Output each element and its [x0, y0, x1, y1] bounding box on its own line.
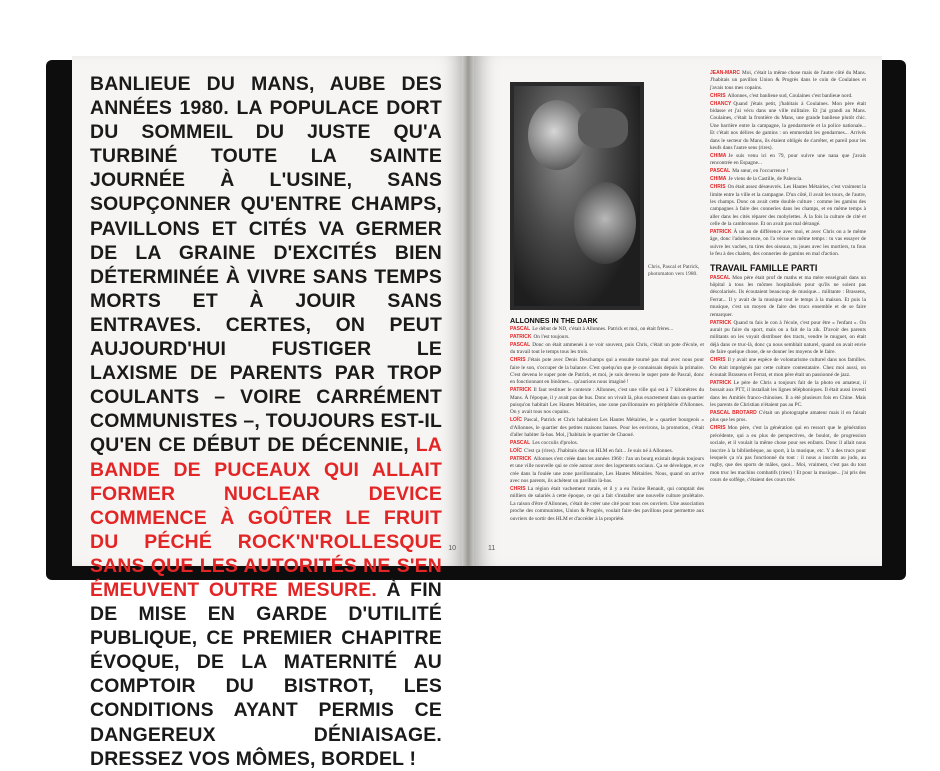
- speaker-text: Le début de ND, c'était à Allonnes. Patrick et moi, on était frères...: [532, 326, 674, 332]
- speaker-text: Les cocculis d'prolos.: [532, 440, 579, 447]
- speaker-text: Pascal, Patrick et Chris habitaient Les Hautes Métairies, le « quartier bourgeois » d'Allonnes, le quartier des petites maisons basses. Pour les environs, la promotion, c'était d'aller habiter là-bas. Moi, j'habitais le quartier de Chaoué.: [510, 417, 704, 439]
- interview-paragraph: [510, 326, 704, 333]
- interview-paragraph: [710, 168, 866, 175]
- speaker-name: PATRICK: [710, 319, 732, 326]
- interview-paragraph: [710, 410, 866, 425]
- speaker-name: PATRICK: [710, 379, 732, 386]
- column-left: [510, 314, 704, 524]
- section-title-allonnes: ALLONNES IN THE DARK: [510, 316, 598, 325]
- speaker-text: On l'est toujours.: [533, 333, 570, 340]
- speaker-text: À un an de différence avec moi, et avec Chris on a le même âge, donc l'adolescence, on l'a vécue en même temps : tu vas essayer de suivre les vaches, tu tires des oiseaux, tu joues avec les mortiers, tu fous le feu à des chalets, des conneries de gamins en mal d'action.: [710, 229, 866, 258]
- speaker-name: CHIMA: [710, 152, 727, 159]
- speaker-text: Ma sœur, en l'occurrence !: [732, 168, 789, 175]
- speaker-text: Il faut restituer le contexte : Allonnes, c'est une ville qui est à 7 kilomètres du Mans. À l'époque, il y avait pas de bus. Donc on vivait là, plus exactement dans un quartier puisqu'on habitait Les Hautes Métairies, une zone pavillonnaire en périphérie d'Allonnes. On y avait tous nos copains.: [510, 387, 704, 416]
- speaker-text: Mon père, c'est la génération qui en ressort que le génération précédente, qui a eu plus de perspectives, de boulot, de progression sociale, et il voulait la même chose pour ses enfants. Donc il allait nous inscrire à la bibliothèque, au sport, à la musique, etc. Y a des trucs pour lesquels ça n'a pas fonctionné du tout : il nous a inscrits au judo, au rugby, que des sports de mâles, quoi... Moi, vraiment, c'est pas du tout mon truc les machins combatifs (rires) ! Et pour la musique... j'ai pris des cours de solfège, c'étaient des cours très: [710, 425, 866, 484]
- page-number-left: 10: [448, 545, 456, 552]
- speaker-name: PASCAL: [710, 168, 731, 175]
- speaker-text: Il y avait une espèce de volontarisme culturel dans nos familles. On était imprégnés par cette culture contestataire. Chez moi aussi, on écoutait Brassens et Ferrat, et mon père était un passionné de jazz.: [710, 357, 866, 378]
- speaker-text: Je viens de la Castille, de Palencia.: [728, 176, 803, 183]
- interview-paragraph: [710, 320, 866, 357]
- photo-caption: Chris, Pascal et Patrick, photomaton vers 1980.: [648, 264, 700, 277]
- speaker-name: PATRICK: [510, 333, 532, 340]
- band-photo: [510, 82, 644, 310]
- speaker-text: J'étais pote avec Denis Deschamps qui a ensuite tourné pas mal avec nous pour faire le son, s'occuper de la balance. C'est quelqu'un que je connaissais depuis la primaire. C'est devenu le super pote de Patrick, et moi, je suis devenu le super pote de Pascal, donc en fonctionnant en binômes... qu'aurions nous imaginé !: [510, 357, 704, 386]
- intro-lead: BANLIEUE DU MANS, AUBE DES ANNÉES 1980. LA POPULACE DORT DU SOMMEIL DU JUSTE QU'A TURBINÉ TOUTE LA SAINTE JOURNÉE À L'USINE, SANS SOUPÇONNER QU'ENTRE CHAMPS, PAVILLONS ET CITÉS VA GERMER DE LA GRAINE D'EXCITÉS BIEN DÉTERMINÉE À VIVRE SANS TEMPS MORTS ET À JOUIR SANS ENTRAVES. CERTES, ON PEUT AUJOURD'HUI FUSTIGER LE LAXISME DE PARENTS PAR TROP COULANTS – VOIRE CARRÉMENT COMMUNISTES –, TOUJOURS EST-IL QU'EN CE DÉBUT DE DÉCENNIE,: [90, 73, 442, 457]
- interview-paragraph: [510, 417, 704, 439]
- speaker-text: C'était un photographe amateur mais il en faisait plus que les pros.: [710, 409, 866, 424]
- photo-face-top: [528, 100, 586, 170]
- speaker-text: Allonnes s'est créée dans les années 1960 : l'an un bourg existait depuis toujours et une ville nouvelle qui se crée autour avec des logements sociaux. Ça se développe, et ce crée dans la foulée une zone pavillonnaire, Les Hautes Métairies. Nous, quand on arrive avec nos parents, ils achètent un pavillon là-bas.: [510, 455, 704, 485]
- interview-paragraph: [710, 229, 866, 259]
- column-right-top: [710, 70, 866, 259]
- speaker-name: PASCAL BROTARD: [710, 409, 757, 416]
- intro-highlight: LA BANDE DE PUCEAUX QUI ALLAIT FORMER NUCLEAR DEVICE COMMENCE À GOÛTER LE FRUIT DU PÉCHÉ ROCK'N'ROLLESQUE SANS QUE LES AUTORITÉS NE S'EN ÉMEUVENT OUTRE MESURE.: [90, 434, 442, 601]
- interview-paragraph: [710, 93, 866, 100]
- speaker-text: Quand tu fais le con à l'école, c'est pour être « l'enfant ». On aurait pu faire du sport, mais on a fait de la zik. D'avoir des parents militants on les voyait distribuer des tracts, vendre le muguet, on était déjà dans ce truc-là, donc ça nous semblait naturel, quand on avait envie de faire quelque chose, de se donner les moyens de le faire.: [710, 319, 866, 356]
- photo-hand: [578, 108, 628, 148]
- section-title-travail: TRAVAIL FAMILLE PARTI: [710, 262, 818, 273]
- interview-paragraph: [710, 101, 866, 153]
- speaker-name: PASCAL: [510, 440, 531, 447]
- interview-paragraph: [710, 176, 866, 183]
- interview-paragraph: [710, 184, 866, 228]
- interview-paragraph: [710, 153, 866, 168]
- speaker-name: PATRICK: [510, 455, 532, 462]
- speaker-text: Donc on était ammenés à se voir souvent, puis Chris, c'était un pote d'école, et du travail tout le temps tous les trois.: [510, 341, 704, 356]
- right-page: [474, 56, 882, 566]
- interview-paragraph: [710, 70, 866, 92]
- interview-paragraph: [710, 275, 866, 319]
- interview-paragraph: [510, 486, 704, 523]
- speaker-text: Mon père était prof de maths et ma mère enseignait dans un hôpital à tous les mômes hospitalisés pour qu'ils ne soient pas déscolarisés. Ils écoutaient beaucoup de musique... militante : Brassens, Ferrat... Il y avait de la musique tout le temps à la maison. Et puis la musique, c'est un moyen de faire des trucs ensemble et de se faire remarquer.: [710, 274, 866, 318]
- left-page: [72, 56, 464, 770]
- speaker-name: PATRICK: [710, 229, 732, 236]
- speaker-name: CHIMA: [710, 176, 727, 183]
- speaker-name: CHRIS: [510, 357, 526, 364]
- intro-tail: À FIN DE MISE EN GARDE D'UTILITÉ PUBLIQUE, CE PREMIER CHAPITRE ÉVOQUE, DE LA MATERNITÉ AU COMPTOIR DU BISTROT, LES CONDITIONS AYANT PERMIS CE DANGEREUX DÉNIAISAGE. DRESSEZ VOS MÔMES, BORDEL !: [90, 578, 442, 770]
- interview-paragraph: [510, 387, 704, 417]
- photo-face-bottom: [574, 182, 636, 264]
- speaker-text: Je suis venu ici en 79, pour suivre une nana que j'avais rencontrée en Espagne...: [710, 152, 866, 167]
- interview-paragraph: [510, 342, 704, 357]
- page-number-right: 11: [488, 545, 496, 552]
- interview-paragraph: [510, 334, 704, 341]
- speaker-name: PATRICK: [510, 387, 532, 394]
- speaker-name: LOÏC: [510, 448, 522, 454]
- speaker-name: CHRIS: [710, 425, 726, 432]
- speaker-text: Quand j'étais petit, j'habitais à Coulaines. Mon père était bidasse et j'ai vécu dans une ville militaire. Et j'ai grandi au Mans. Coulaines, c'était la frontière du Mans, une grande banlieue plutôt chic. Une barrière entre la campagne, la gendarmerie et la police nationale... Et c'était nos délires de gamins : on emmerdait les gendarmes... Arrivés dans le secteur du Mans, ils étaient obligés de s'arrêter, et pareil pour les keufs dans l'autre sens (rires).: [710, 100, 866, 152]
- speaker-text: On était assez désœuvrés. Les Hautes Métairies, c'est vraiment la limite entre la ville et la campagne. D'un côté, il avait les tours, de l'autre, les champs. Donc on avait cette double culture : comme les gamins des campagnes à faire des conneries dans les champs, et en même temps à aller dans les cités réparer des mobylettes. À la fois la culture de cité et celle de la cambrousse. Et on avait pas mal dérangé.: [710, 184, 866, 228]
- speaker-name: PASCAL: [510, 341, 531, 348]
- chapter-intro-text: [90, 72, 442, 771]
- interview-paragraph: [510, 357, 704, 387]
- speaker-name: PASCAL: [710, 274, 731, 281]
- speaker-name: CHRIS: [710, 357, 726, 364]
- speaker-name: CHRIS: [710, 184, 726, 191]
- speaker-name: CHANCY: [710, 100, 732, 107]
- interview-paragraph: [510, 448, 704, 455]
- speaker-name: LOÏC: [510, 417, 522, 424]
- interview-paragraph: [710, 357, 866, 379]
- interview-paragraph: [510, 456, 704, 486]
- speaker-name: CHRIS: [510, 486, 526, 493]
- speaker-name: PASCAL: [510, 326, 531, 332]
- speaker-text: Allonnes, c'est banlieue sud, Coulaines c'est banlieue nord.: [727, 92, 853, 99]
- speaker-text: La région était vachement rurale, et il y a eu l'usine Renault, qui comptait des milliers de salariés à cette époque, ce qui a fait s'installer une nouvelle culture prolétaire. La raison d'être d'Allonnes, c'était de créer une cité pour tous ces ouvriers. Une association proche des communistes, Union & Progrès, voulait faire des pavillons pour permettre aux ouvriers de sortir des HLM et d'accéder à la propriété.: [510, 486, 704, 522]
- speaker-text: Le père de Chris a toujours fait de la photo en amateur, il bossait aux PTT, il installait les lignes téléphoniques. Il était aussi investi dans les Amitiés franco-chinoises. Il a été plusieurs fois en Chine. Mais les parents de Christian n'étaient pas au PC.: [710, 379, 866, 409]
- column-right: [710, 70, 866, 485]
- speaker-name: CHRIS: [710, 92, 726, 99]
- interview-paragraph: [510, 440, 704, 447]
- speaker-text: C'est ça (rires). J'habitais dans un HLM en fait... Je suis né à Allonnes.: [523, 448, 673, 454]
- interview-paragraph: [710, 380, 866, 410]
- speaker-text: Moi, c'était la même chose mais de l'autre côté du Mans. J'habitais un pavillon Union & Progrès dans le coin de Coulaines et j'avais tous mes copains.: [710, 70, 866, 91]
- speaker-name: JEAN-MARC: [710, 70, 740, 76]
- column-right-bottom: [710, 275, 866, 485]
- column-left-body: [510, 326, 704, 523]
- interview-paragraph: [710, 425, 866, 484]
